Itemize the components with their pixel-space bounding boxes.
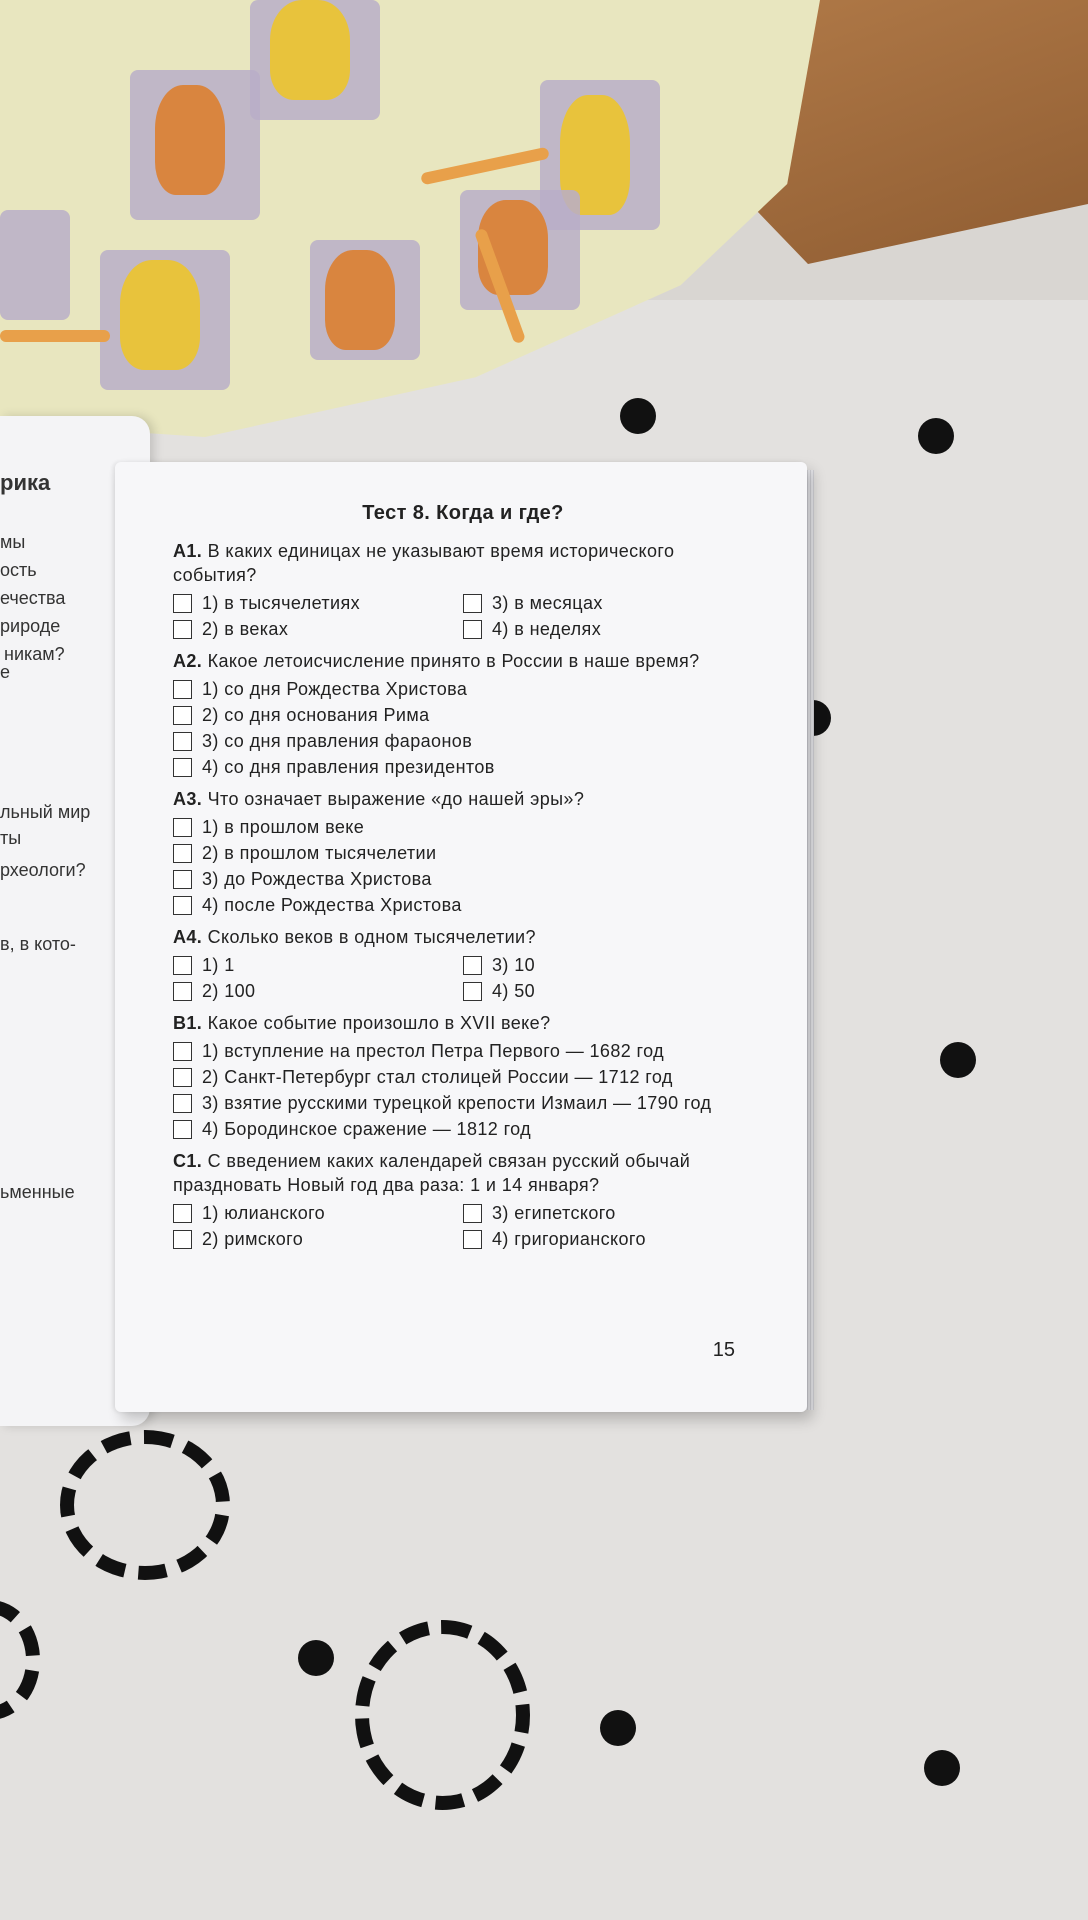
answer-option[interactable]: [173, 591, 463, 615]
answer-option[interactable]: [173, 617, 463, 641]
answer-option-label: 4) в неделях: [492, 619, 602, 639]
answer-option-label: 3) до Рождества Христова: [202, 869, 432, 889]
answer-option-label: 2) в прошлом тысячелетии: [202, 843, 437, 863]
question-list: [173, 539, 753, 1251]
answer-checkbox[interactable]: [173, 1204, 192, 1223]
giraffe-figure: [270, 0, 350, 100]
question-3: [173, 925, 753, 949]
answer-option-label: 3) 10: [492, 955, 536, 975]
rug-dot: [940, 1042, 976, 1078]
answer-option-label: 4) Бородинское сражение — 1812 год: [202, 1119, 532, 1139]
answer-option-label: 1) 1: [202, 955, 235, 975]
answer-option-label: 3) взятие русскими турецкой крепости Измаил — 1790 год: [202, 1093, 712, 1113]
answer-checkbox[interactable]: [173, 680, 192, 699]
answer-checkbox[interactable]: [173, 594, 192, 613]
answer-option[interactable]: [173, 953, 463, 977]
answer-checkbox[interactable]: [173, 706, 192, 725]
answer-option-label: 4) григорианского: [492, 1229, 646, 1249]
answer-option-label: 4) 50: [492, 981, 536, 1001]
question-id: A3.: [173, 789, 203, 809]
answer-option-label: 3) египетского: [492, 1203, 616, 1223]
answer-option[interactable]: [173, 1039, 753, 1063]
answer-option[interactable]: [173, 1227, 463, 1251]
answer-option[interactable]: [173, 1065, 753, 1089]
answer-checkbox[interactable]: [463, 956, 482, 975]
left-page-fragment: льный мир: [0, 802, 91, 822]
answer-option[interactable]: [173, 729, 753, 753]
giraffe-figure: [120, 260, 200, 370]
answer-option[interactable]: [173, 1091, 753, 1115]
answer-option-label: 2) со дня основания Рима: [202, 705, 430, 725]
left-page-fragment: рхеологи?: [0, 860, 86, 880]
question-2: [173, 787, 753, 811]
left-page-fragment: в, в кото-: [0, 934, 76, 954]
question-id: A2.: [173, 651, 203, 671]
question-0: [173, 539, 753, 587]
answer-option[interactable]: [463, 979, 753, 1003]
answer-checkbox[interactable]: [173, 620, 192, 639]
left-page-fragment: мы: [0, 532, 26, 552]
answer-options: [173, 1039, 753, 1141]
left-page-fragment: ечества: [0, 588, 66, 608]
answer-option[interactable]: [173, 755, 753, 779]
answer-option-label: 4) после Рождества Христова: [202, 895, 462, 915]
answer-checkbox[interactable]: [173, 1230, 192, 1249]
answer-options: [173, 1201, 753, 1251]
left-page-fragment: никам?: [4, 644, 65, 664]
answer-checkbox[interactable]: [173, 896, 192, 915]
question-id: C1.: [173, 1151, 203, 1171]
rug-dot: [298, 1640, 334, 1676]
answer-checkbox[interactable]: [463, 982, 482, 1001]
answer-options: [173, 591, 753, 641]
answer-checkbox[interactable]: [173, 844, 192, 863]
question-4: [173, 1011, 753, 1035]
answer-checkbox[interactable]: [173, 818, 192, 837]
answer-options: [173, 953, 753, 1003]
answer-option-label: 2) римского: [202, 1229, 304, 1249]
answer-option-label: 3) со дня правления фараонов: [202, 731, 473, 751]
answer-options: [173, 815, 753, 917]
answer-checkbox[interactable]: [463, 1204, 482, 1223]
rug-flower: [355, 1620, 530, 1810]
left-page-fragment: рика: [0, 470, 51, 495]
answer-option-label: 1) в тысячелетиях: [202, 593, 361, 613]
answer-option[interactable]: [173, 677, 753, 701]
blanket-pattern-tile: [0, 210, 70, 320]
rug-flower: [60, 1430, 230, 1580]
answer-option[interactable]: [463, 953, 753, 977]
blanket-stripe: [0, 330, 110, 342]
left-page-fragment: рироде: [0, 616, 61, 636]
answer-checkbox[interactable]: [173, 732, 192, 751]
rug-dot: [918, 418, 954, 454]
answer-option[interactable]: [173, 893, 753, 917]
rug-dot: [924, 1750, 960, 1786]
question-text: В каких единицах не указывают время исторического события?: [173, 541, 675, 585]
answer-option[interactable]: [173, 867, 753, 891]
answer-option-label: 1) со дня Рождества Христова: [202, 679, 468, 699]
answer-checkbox[interactable]: [173, 1120, 192, 1139]
answer-option[interactable]: [173, 841, 753, 865]
answer-option[interactable]: [463, 1227, 753, 1251]
question-text: Сколько веков в одном тысячелетии?: [207, 927, 536, 947]
question-5: [173, 1149, 753, 1197]
left-page-fragment: е: [0, 662, 11, 682]
answer-checkbox[interactable]: [173, 982, 192, 1001]
giraffe-figure: [155, 85, 225, 195]
answer-checkbox[interactable]: [173, 1042, 192, 1061]
answer-option[interactable]: [173, 815, 753, 839]
left-page-fragment: ьменные: [0, 1182, 75, 1202]
question-1: [173, 649, 753, 673]
answer-option[interactable]: [173, 1117, 753, 1141]
answer-checkbox[interactable]: [173, 1094, 192, 1113]
answer-option-label: 1) вступление на престол Петра Первого — 1682 год: [202, 1041, 665, 1061]
question-id: A4.: [173, 927, 203, 947]
answer-option-label: 1) юлианского: [202, 1203, 326, 1223]
answer-option-label: 1) в прошлом веке: [202, 817, 365, 837]
answer-checkbox[interactable]: [173, 956, 192, 975]
answer-option[interactable]: [173, 703, 753, 727]
test-title: Тест 8. Когда и где?: [362, 502, 564, 524]
answer-checkbox[interactable]: [463, 1230, 482, 1249]
giraffe-figure: [325, 250, 395, 350]
answer-checkbox[interactable]: [173, 1068, 192, 1087]
page-number: 15: [712, 1339, 735, 1361]
left-page-fragment: ты: [0, 828, 22, 848]
answer-checkbox[interactable]: [463, 620, 482, 639]
answer-option-label: 2) в веках: [202, 619, 289, 639]
test-content: [173, 502, 753, 1251]
answer-option[interactable]: [463, 617, 753, 641]
rug-dot: [600, 1710, 636, 1746]
answer-option[interactable]: [463, 591, 753, 615]
answer-option-label: 2) 100: [202, 981, 256, 1001]
question-text: Какое летоисчисление принято в России в наше время?: [207, 651, 700, 671]
answer-option[interactable]: [173, 1201, 463, 1225]
answer-checkbox[interactable]: [173, 758, 192, 777]
answer-options: [173, 677, 753, 779]
workbook-page: [115, 462, 807, 1412]
answer-option[interactable]: [173, 979, 463, 1003]
answer-checkbox[interactable]: [173, 870, 192, 889]
question-id: A1.: [173, 541, 203, 561]
answer-option-label: 2) Санкт-Петербург стал столицей России — 1712 год: [202, 1067, 673, 1087]
rug-dot: [620, 398, 656, 434]
left-page-fragment: ость: [0, 560, 37, 580]
answer-option-label: 4) со дня правления президентов: [202, 757, 495, 777]
answer-option[interactable]: [463, 1201, 753, 1225]
question-text: Что означает выражение «до нашей эры»?: [207, 789, 585, 809]
answer-checkbox[interactable]: [463, 594, 482, 613]
question-text: С введением каких календарей связан русский обычай праздновать Новый год два раза: 1 и 14 января?: [173, 1151, 691, 1195]
answer-option-label: 3) в месяцах: [492, 593, 603, 613]
question-id: B1.: [173, 1013, 203, 1033]
question-text: Какое событие произошло в XVII веке?: [207, 1013, 551, 1033]
